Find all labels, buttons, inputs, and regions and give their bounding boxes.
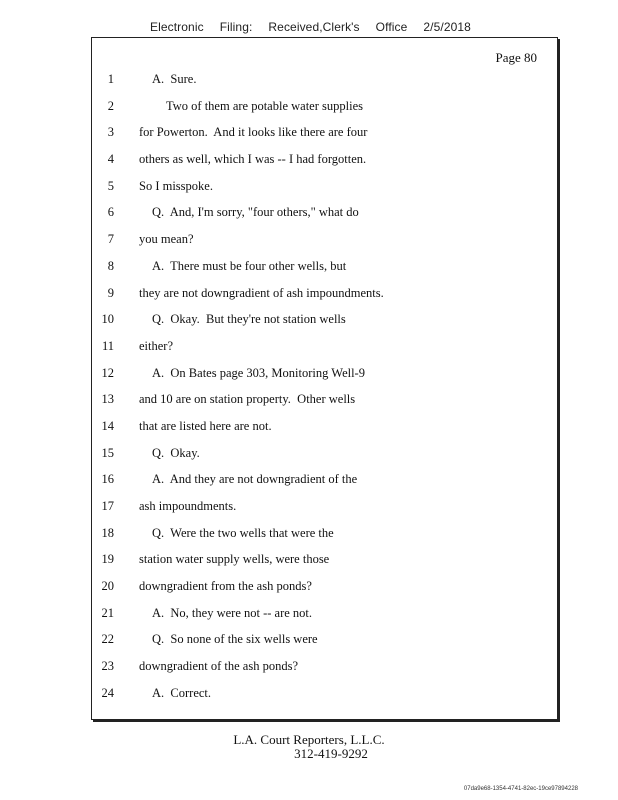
- line-text: either?: [139, 338, 174, 353]
- transcript-line: [0, 600, 618, 627]
- transcript-line: [0, 306, 618, 333]
- line-number: 19: [101, 552, 114, 567]
- line-number: 24: [101, 685, 114, 700]
- line-number: 11: [101, 338, 114, 353]
- transcript-line: [0, 360, 618, 387]
- line-text: Q. Okay. But they're not station wells: [152, 312, 346, 327]
- line-text: station water supply wells, were those: [139, 552, 330, 567]
- transcript-line: [0, 440, 618, 467]
- footer-company: L.A. Court Reporters, L.L.C.: [233, 732, 385, 747]
- transcript-line: [0, 653, 618, 680]
- transcript-line: [0, 546, 618, 573]
- line-text: downgradient of the ash ponds?: [139, 659, 298, 674]
- line-number: 6: [107, 205, 114, 220]
- line-text: ash impoundments.: [139, 499, 237, 513]
- line-number: 12: [101, 365, 114, 380]
- line-number: 10: [101, 312, 114, 327]
- transcript-line: [0, 466, 618, 493]
- line-text: Q. And, I'm sorry, "four others," what do: [152, 205, 359, 220]
- line-number: 18: [101, 525, 114, 540]
- transcript-line: [0, 66, 618, 93]
- line-number: 23: [101, 659, 114, 674]
- line-number: 20: [101, 579, 114, 594]
- transcript-line: [0, 226, 618, 253]
- footer: [0, 733, 618, 761]
- transcript-lines: [0, 66, 618, 707]
- line-text: So I misspoke.: [139, 178, 213, 193]
- stamp-part-filing: Filing:: [219, 20, 253, 34]
- transcript-line: [0, 386, 618, 413]
- transcript-line: [0, 173, 618, 200]
- line-text: and 10 are on station property. Other wells: [139, 392, 356, 407]
- line-number: 3: [107, 125, 114, 140]
- line-text: Q. Okay.: [152, 445, 200, 460]
- footer-phone: 312-419-9292: [294, 746, 368, 761]
- transcript-line: [0, 680, 618, 707]
- line-number: 7: [107, 232, 114, 247]
- line-text: you mean?: [139, 232, 194, 247]
- transcript-line: [0, 520, 618, 547]
- line-text: others as well, which I was -- I had forgotten.: [139, 152, 367, 167]
- line-text: Q. So none of the six wells were: [152, 632, 318, 647]
- line-text: A. On Bates page 303, Monitoring Well-9: [152, 365, 365, 380]
- line-text: Q. Were the two wells that were the: [152, 525, 334, 540]
- document-hash: 07da9e68-1354-4741-82ec-19ce97894228: [463, 786, 578, 792]
- transcript-line: [0, 573, 618, 600]
- line-number: 4: [107, 152, 114, 167]
- transcript-line: [0, 119, 618, 146]
- page-number: Page 80: [495, 50, 537, 65]
- line-number: 13: [101, 392, 114, 407]
- line-text: downgradient from the ash ponds?: [139, 579, 312, 594]
- stamp-part-date: 2/5/2018: [423, 20, 471, 34]
- line-text: Two of them are potable water supplies: [166, 98, 363, 113]
- line-text: that are listed here are not.: [139, 418, 272, 433]
- line-number: 17: [101, 499, 114, 513]
- line-number: 2: [107, 98, 114, 113]
- line-number: 8: [107, 258, 114, 273]
- stamp-part-electronic: Electronic: [150, 20, 204, 34]
- line-text: A. And they are not downgradient of the: [152, 472, 358, 487]
- line-text: A. There must be four other wells, but: [152, 258, 347, 273]
- line-text: A. Correct.: [152, 685, 212, 700]
- transcript-line: [0, 280, 618, 307]
- transcript-line: [0, 253, 618, 280]
- line-text: they are not downgradient of ash impoundments.: [139, 285, 384, 300]
- transcript-line: [0, 493, 618, 520]
- line-text: A. No, they were not -- are not.: [152, 605, 313, 620]
- transcript-line: [0, 146, 618, 173]
- line-number: 1: [107, 72, 114, 86]
- line-number: 21: [101, 605, 114, 620]
- line-number: 22: [101, 632, 114, 647]
- line-number: 16: [101, 472, 114, 487]
- transcript-line: [0, 93, 618, 120]
- transcript-line: [0, 333, 618, 360]
- stamp-part-office: Office: [375, 20, 408, 34]
- line-number: 9: [107, 285, 114, 300]
- electronic-filing-stamp: [150, 20, 487, 34]
- line-text: A. Sure.: [152, 72, 197, 86]
- line-text: for Powerton. And it looks like there are four: [139, 125, 368, 140]
- line-number: 15: [101, 445, 114, 460]
- transcript-line: [0, 199, 618, 226]
- transcript-line: [0, 413, 618, 440]
- line-number: 14: [101, 418, 114, 433]
- stamp-part-received: Received,Clerk's: [268, 20, 360, 34]
- transcript-line: [0, 626, 618, 653]
- line-number: 5: [107, 178, 114, 193]
